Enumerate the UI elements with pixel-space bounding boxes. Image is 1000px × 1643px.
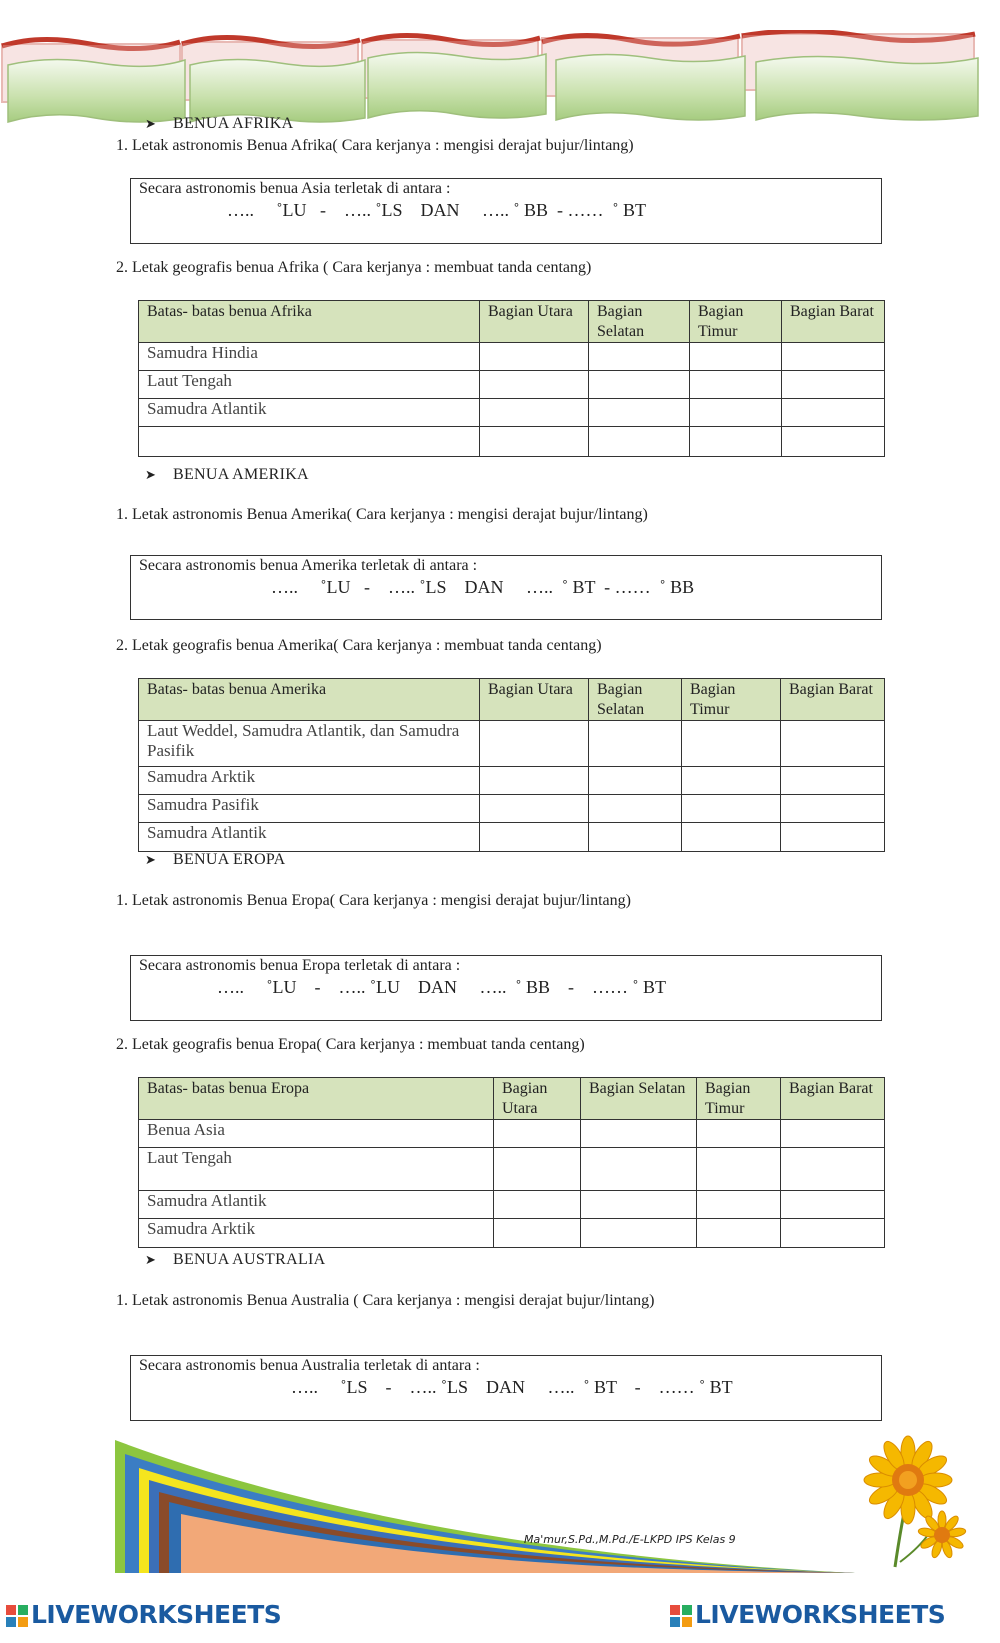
section-heading-amerika: ➤ BENUA AMERIKA <box>145 466 309 483</box>
check-cell[interactable] <box>581 1219 697 1248</box>
box-intro: Secara astronomis benua Eropa terletak di antara : <box>139 957 461 974</box>
check-cell[interactable] <box>782 399 885 427</box>
liveworksheets-logo-right: LIVEWORKSHEETS <box>670 1600 945 1630</box>
check-cell[interactable] <box>782 427 885 457</box>
check-cell[interactable] <box>682 767 781 795</box>
table-header-cell: Batas- batas benua Afrika <box>139 301 480 343</box>
check-cell[interactable] <box>781 795 885 823</box>
check-cell[interactable] <box>589 399 690 427</box>
check-cell[interactable] <box>581 1120 697 1148</box>
question-afrika-astronomis: 1. Letak astronomis Benua Afrika( Cara kerjanya : mengisi derajat bujur/lintang) <box>116 137 634 154</box>
table-header-cell: Bagian Timur <box>690 301 782 343</box>
answer-box-afrika <box>130 178 882 244</box>
check-cell[interactable] <box>782 343 885 371</box>
check-cell[interactable] <box>589 427 690 457</box>
check-cell[interactable] <box>781 1219 885 1248</box>
check-cell[interactable] <box>589 343 690 371</box>
table-row: Samudra Hindia <box>139 343 885 371</box>
check-cell[interactable] <box>480 823 589 852</box>
check-cell[interactable] <box>781 1148 885 1191</box>
table-header-cell: Bagian Barat <box>781 1078 885 1120</box>
check-cell[interactable] <box>494 1219 581 1248</box>
check-cell[interactable] <box>690 343 782 371</box>
check-cell[interactable] <box>480 427 589 457</box>
table-eropa <box>138 1077 885 1248</box>
box-intro: Secara astronomis benua Amerika terletak di antara : <box>139 557 478 574</box>
check-cell[interactable] <box>480 343 589 371</box>
table-header-cell: Bagian Timur <box>682 679 781 721</box>
table-header-cell: Bagian Utara <box>494 1078 581 1120</box>
check-cell[interactable] <box>682 823 781 852</box>
table-header-cell: Bagian Selatan <box>589 301 690 343</box>
check-cell[interactable] <box>480 721 589 767</box>
answer-box-eropa <box>130 955 882 1021</box>
liveworksheets-logo-left: LIVEWORKSHEETS <box>6 1600 281 1630</box>
fill-in-line[interactable]: ….. ˚LU - ….. ˚LS DAN ….. ˚ BT - …… ˚ BB <box>271 577 695 597</box>
question-amerika-geografis: 2. Letak geografis benua Amerika( Cara kerjanya : membuat tanda centang) <box>116 637 602 654</box>
table-afrika <box>138 300 885 457</box>
check-cell[interactable] <box>589 767 682 795</box>
table-header-cell: Bagian Selatan <box>581 1078 697 1120</box>
table-row: Samudra Atlantik <box>139 399 885 427</box>
section-heading-afrika: ➤ BENUA AFRIKA <box>145 115 294 132</box>
check-cell[interactable] <box>697 1148 781 1191</box>
arrow-bullet-icon: ➤ <box>145 117 157 132</box>
check-cell[interactable] <box>782 371 885 399</box>
check-cell[interactable] <box>480 767 589 795</box>
check-cell[interactable] <box>480 371 589 399</box>
check-cell[interactable] <box>581 1191 697 1219</box>
section-heading-eropa: ➤ BENUA EROPA <box>145 851 286 868</box>
table-header-cell: Bagian Barat <box>781 679 885 721</box>
liveworksheets-icon <box>670 1605 692 1627</box>
check-cell[interactable] <box>690 427 782 457</box>
table-row: Laut Tengah <box>139 371 885 399</box>
table-row: Samudra Atlantik <box>139 1191 885 1219</box>
question-amerika-astronomis: 1. Letak astronomis Benua Amerika( Cara kerjanya : mengisi derajat bujur/lintang) <box>116 506 648 523</box>
table-header-cell: Bagian Utara <box>480 679 589 721</box>
fill-in-line[interactable]: ….. ˚LS - ….. ˚LS DAN ….. ˚ BT - …… ˚ BT <box>291 1377 733 1397</box>
box-intro: Secara astronomis benua Asia terletak di antara : <box>139 180 451 197</box>
check-cell[interactable] <box>494 1191 581 1219</box>
check-cell[interactable] <box>781 1191 885 1219</box>
fill-in-line[interactable]: ….. ˚LU - ….. ˚LU DAN ….. ˚ BB - …… ˚ BT <box>217 977 666 997</box>
check-cell[interactable] <box>589 721 682 767</box>
check-cell[interactable] <box>494 1120 581 1148</box>
box-intro: Secara astronomis benua Australia terletak di antara : <box>139 1357 480 1374</box>
arrow-bullet-icon: ➤ <box>145 1253 157 1268</box>
check-cell[interactable] <box>682 721 781 767</box>
check-cell[interactable] <box>697 1120 781 1148</box>
question-eropa-geografis: 2. Letak geografis benua Eropa( Cara kerjanya : membuat tanda centang) <box>116 1036 585 1053</box>
check-cell[interactable] <box>781 767 885 795</box>
check-cell[interactable] <box>589 823 682 852</box>
table-header-cell: Bagian Selatan <box>589 679 682 721</box>
table-row: Samudra Atlantik <box>139 823 885 852</box>
check-cell[interactable] <box>581 1148 697 1191</box>
footer-credit: Ma'mur,S.Pd.,M.Pd./E-LKPD IPS Kelas 9 <box>524 1533 736 1546</box>
arrow-bullet-icon: ➤ <box>145 468 157 483</box>
table-row: Samudra Arktik <box>139 1219 885 1248</box>
check-cell[interactable] <box>682 795 781 823</box>
answer-box-australia <box>130 1355 882 1421</box>
check-cell[interactable] <box>697 1219 781 1248</box>
table-row: Samudra Pasifik <box>139 795 885 823</box>
check-cell[interactable] <box>781 721 885 767</box>
section-heading-australia: ➤ BENUA AUSTRALIA <box>145 1251 326 1268</box>
check-cell[interactable] <box>690 399 782 427</box>
table-row: Samudra Arktik <box>139 767 885 795</box>
answer-box-amerika <box>130 555 882 620</box>
table-header-cell: Bagian Timur <box>697 1078 781 1120</box>
table-row: Laut Tengah <box>139 1148 885 1191</box>
table-row: Benua Asia <box>139 1120 885 1148</box>
table-row: Laut Weddel, Samudra Atlantik, dan Samudra Pasifik <box>139 721 885 767</box>
check-cell[interactable] <box>480 399 589 427</box>
question-afrika-geografis: 2. Letak geografis benua Afrika ( Cara kerjanya : membuat tanda centang) <box>116 259 592 276</box>
check-cell[interactable] <box>690 371 782 399</box>
check-cell[interactable] <box>697 1191 781 1219</box>
table-row <box>139 427 885 457</box>
check-cell[interactable] <box>589 795 682 823</box>
footer-stripes-decoration <box>115 1440 855 1575</box>
fill-in-line[interactable]: ….. ˚LU - ….. ˚LS DAN ….. ˚ BB - …… ˚ BT <box>227 200 646 220</box>
arrow-bullet-icon: ➤ <box>145 853 157 868</box>
liveworksheets-icon <box>6 1605 28 1627</box>
check-cell[interactable] <box>589 371 690 399</box>
check-cell[interactable] <box>781 1120 885 1148</box>
table-header-cell: Batas- batas benua Eropa <box>139 1078 494 1120</box>
check-cell[interactable] <box>494 1148 581 1191</box>
table-amerika <box>138 678 885 852</box>
table-header-cell: Bagian Utara <box>480 301 589 343</box>
table-header-cell: Batas- batas benua Amerika <box>139 679 480 721</box>
question-australia-astronomis: 1. Letak astronomis Benua Australia ( Cara kerjanya : mengisi derajat bujur/lintang) <box>116 1292 655 1309</box>
sunflower-icon <box>860 1432 970 1572</box>
check-cell[interactable] <box>781 823 885 852</box>
question-eropa-astronomis: 1. Letak astronomis Benua Eropa( Cara kerjanya : mengisi derajat bujur/lintang) <box>116 892 631 909</box>
check-cell[interactable] <box>480 795 589 823</box>
table-header-cell: Bagian Barat <box>782 301 885 343</box>
